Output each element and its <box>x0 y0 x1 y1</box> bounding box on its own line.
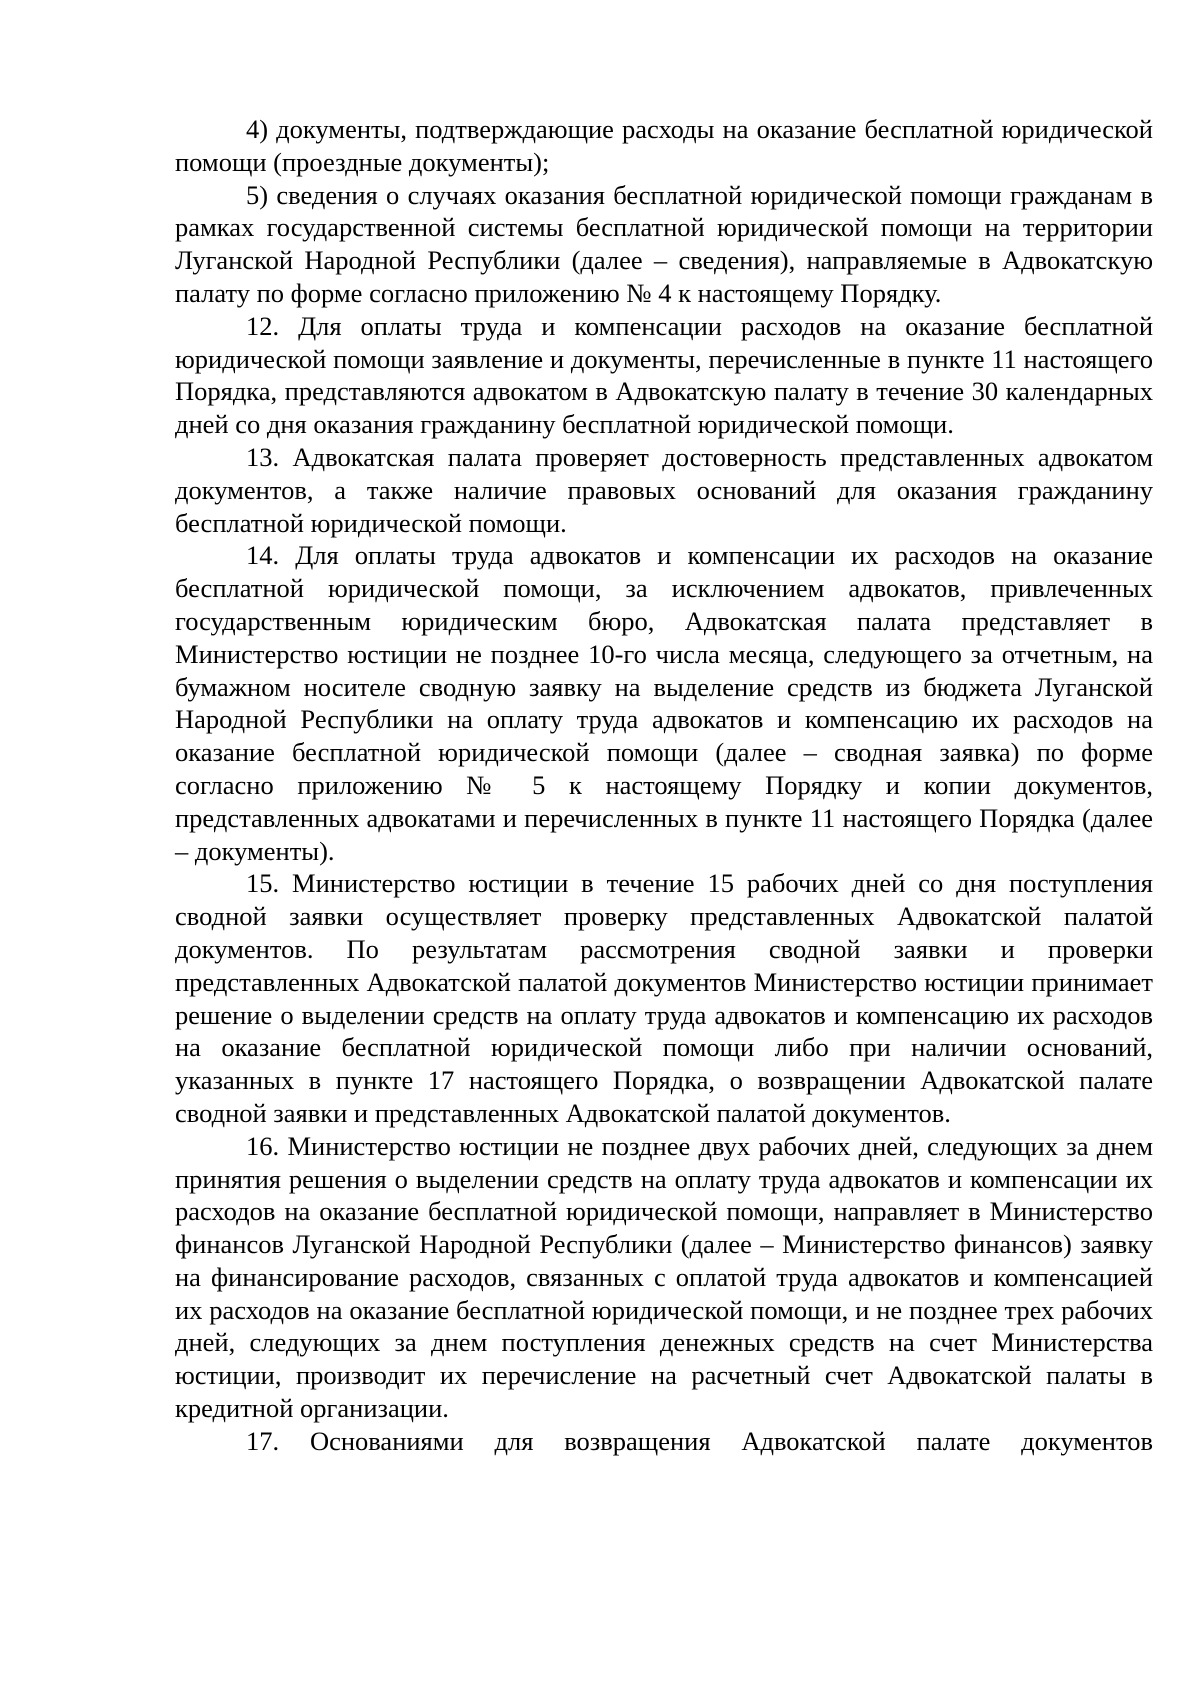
paragraph-16: 16. Министерство юстиции не позднее двух рабочих дней, следующих за днем принятия решения о выделении средств на оплату труда адвокатов и компенсации их расходов на оказание бесплатной юридической помощи, направляет в Министерство финансов Луганской Народной Республики (далее – Министерство финансов) заявку на финансирование расходов, связанных с оплатой труда адвокатов и компенсацией их расходов на оказание бесплатной юридической помощи, и не позднее трех рабочих дней, следующих за днем поступления денежных средств на счет Министерства юстиции, производит их перечисление на расчетный счет Адвокатской палаты в кредитной организации. <box>175 1130 1153 1424</box>
paragraph-14: 14. Для оплаты труда адвокатов и компенсации их расходов на оказание бесплатной юридической помощи, за исключением адвокатов, привлеченных государственным юридическим бюро, Адвокатская палата представляет в Министерство юстиции не позднее 10-го числа месяца, следующего за отчетным, на бумажном носителе сводную заявку на выделение средств из бюджета Луганской Народной Республики на оплату труда адвокатов и компенсацию их расходов на оказание бесплатной юридической помощи (далее – сводная заявка) по форме согласно приложению № 5 к настоящему Порядку и копии документов, представленных адвокатами и перечисленных в пункте 11 настоящего Порядка (далее – документы). <box>175 540 1153 866</box>
paragraph-15: 15. Министерство юстиции в течение 15 рабочих дней со дня поступления сводной заявки осуществляет проверку представленных Адвокатской палатой документов. По результатам рассмотрения сводной заявки и проверки представленных Адвокатской палатой документов Министерство юстиции принимает решение о выделении средств на оплату труда адвокатов и компенсацию их расходов на оказание бесплатной юридической помощи либо при наличии оснований, указанных в пункте 17 настоящего Порядка, о возвращении Адвокатской палате сводной заявки и представленных Адвокатской палатой документов. <box>175 868 1153 1128</box>
paragraph-item-4: 4) документы, подтверждающие расходы на оказание бесплатной юридической помощи (проездные документы); <box>175 114 1153 177</box>
paragraph-17: 17. Основаниями для возвращения Адвокатской палате документов <box>246 1425 1153 1456</box>
paragraph-12: 12. Для оплаты труда и компенсации расходов на оказание бесплатной юридической помощи заявление и документы, перечисленные в пункте 11 настоящего Порядка, представляются адвокатом в Адвокатскую палату в течение 30 календарных дней со дня оказания гражданину бесплатной юридической помощи. <box>175 310 1153 440</box>
document-body <box>175 113 1153 1458</box>
paragraph-item-5: 5) сведения о случаях оказания бесплатной юридической помощи гражданам в рамках государственной системы бесплатной юридической помощи на территории Луганской Народной Республики (далее – сведения), направляемые в Адвокатскую палату по форме согласно приложению № 4 к настоящему Порядку. <box>175 179 1153 308</box>
paragraph-13: 13. Адвокатская палата проверяет достоверность представленных адвокатом документов, а также наличие правовых оснований для оказания гражданину бесплатной юридической помощи. <box>175 441 1153 538</box>
